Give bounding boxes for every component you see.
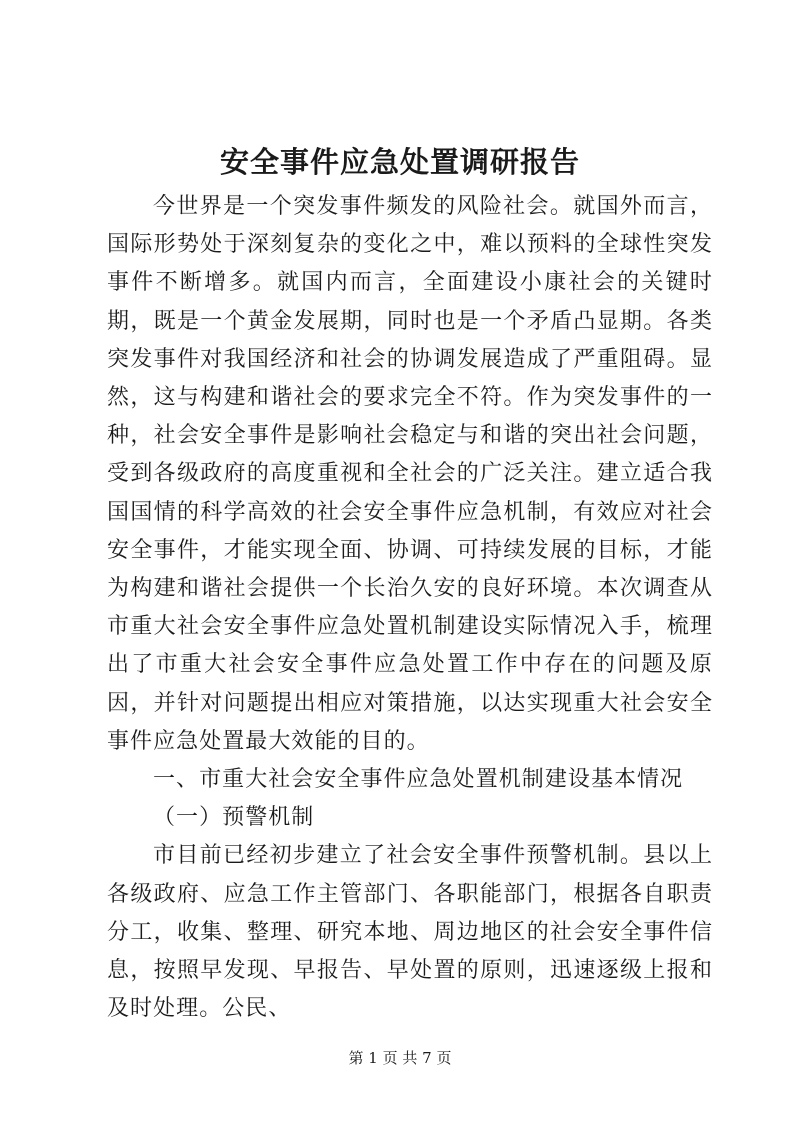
page-footer: 第 1 页 共 7 页 (348, 1049, 452, 1067)
body-paragraph: 市目前已经初步建立了社会安全事件预警机制。县以上各级政府、应急工作主管部门、各职能部门，根据各自职责分工，收集、整理、研究本地、周边地区的社会安全事件信息，按照早发现、早报告、早处置的原则，迅速逐级上报和及时处理。公民、 (107, 843, 713, 1022)
section-heading: 一、市重大社会安全事件应急处置机制建设基本情况 (153, 767, 684, 793)
subsection-heading: （一）预警机制 (153, 805, 315, 831)
document-title: 安全事件应急处置调研报告 (219, 145, 580, 179)
intro-paragraph: 今世界是一个突发事件频发的风险社会。就国外而言，国际形势处于深刻复杂的变化之中，难以预料的全球性突发事件不断增多。就国内而言，全面建设小康社会的关键时期，既是一个黄金发展期，同时也是一个矛盾凸显期。各类突发事件对我国经济和社会的协调发展造成了严重阻碍。显然，这与构建和谐社会的要求完全不符。作为突发事件的一种，社会安全事件是影响社会稳定与和谐的突出社会问题，受到各级政府的高度重视和全社会的广泛关注。建立适合我国国情的科学高效的社会安全事件应急机制，有效应对社会安全事件，才能实现全面、协调、可持续发展的目标，才能为构建和谐社会提供一个长治久安的良好环境。本次调查从市重大社会安全事件应急处置机制建设实际情况入手，梳理出了市重大社会安全事件应急处置工作中存在的问题及原因，并针对问题提出相应对策措施，以达实现重大社会安全事件应急处置最大效能的目的。 (107, 194, 713, 754)
document-body (107, 188, 713, 1028)
